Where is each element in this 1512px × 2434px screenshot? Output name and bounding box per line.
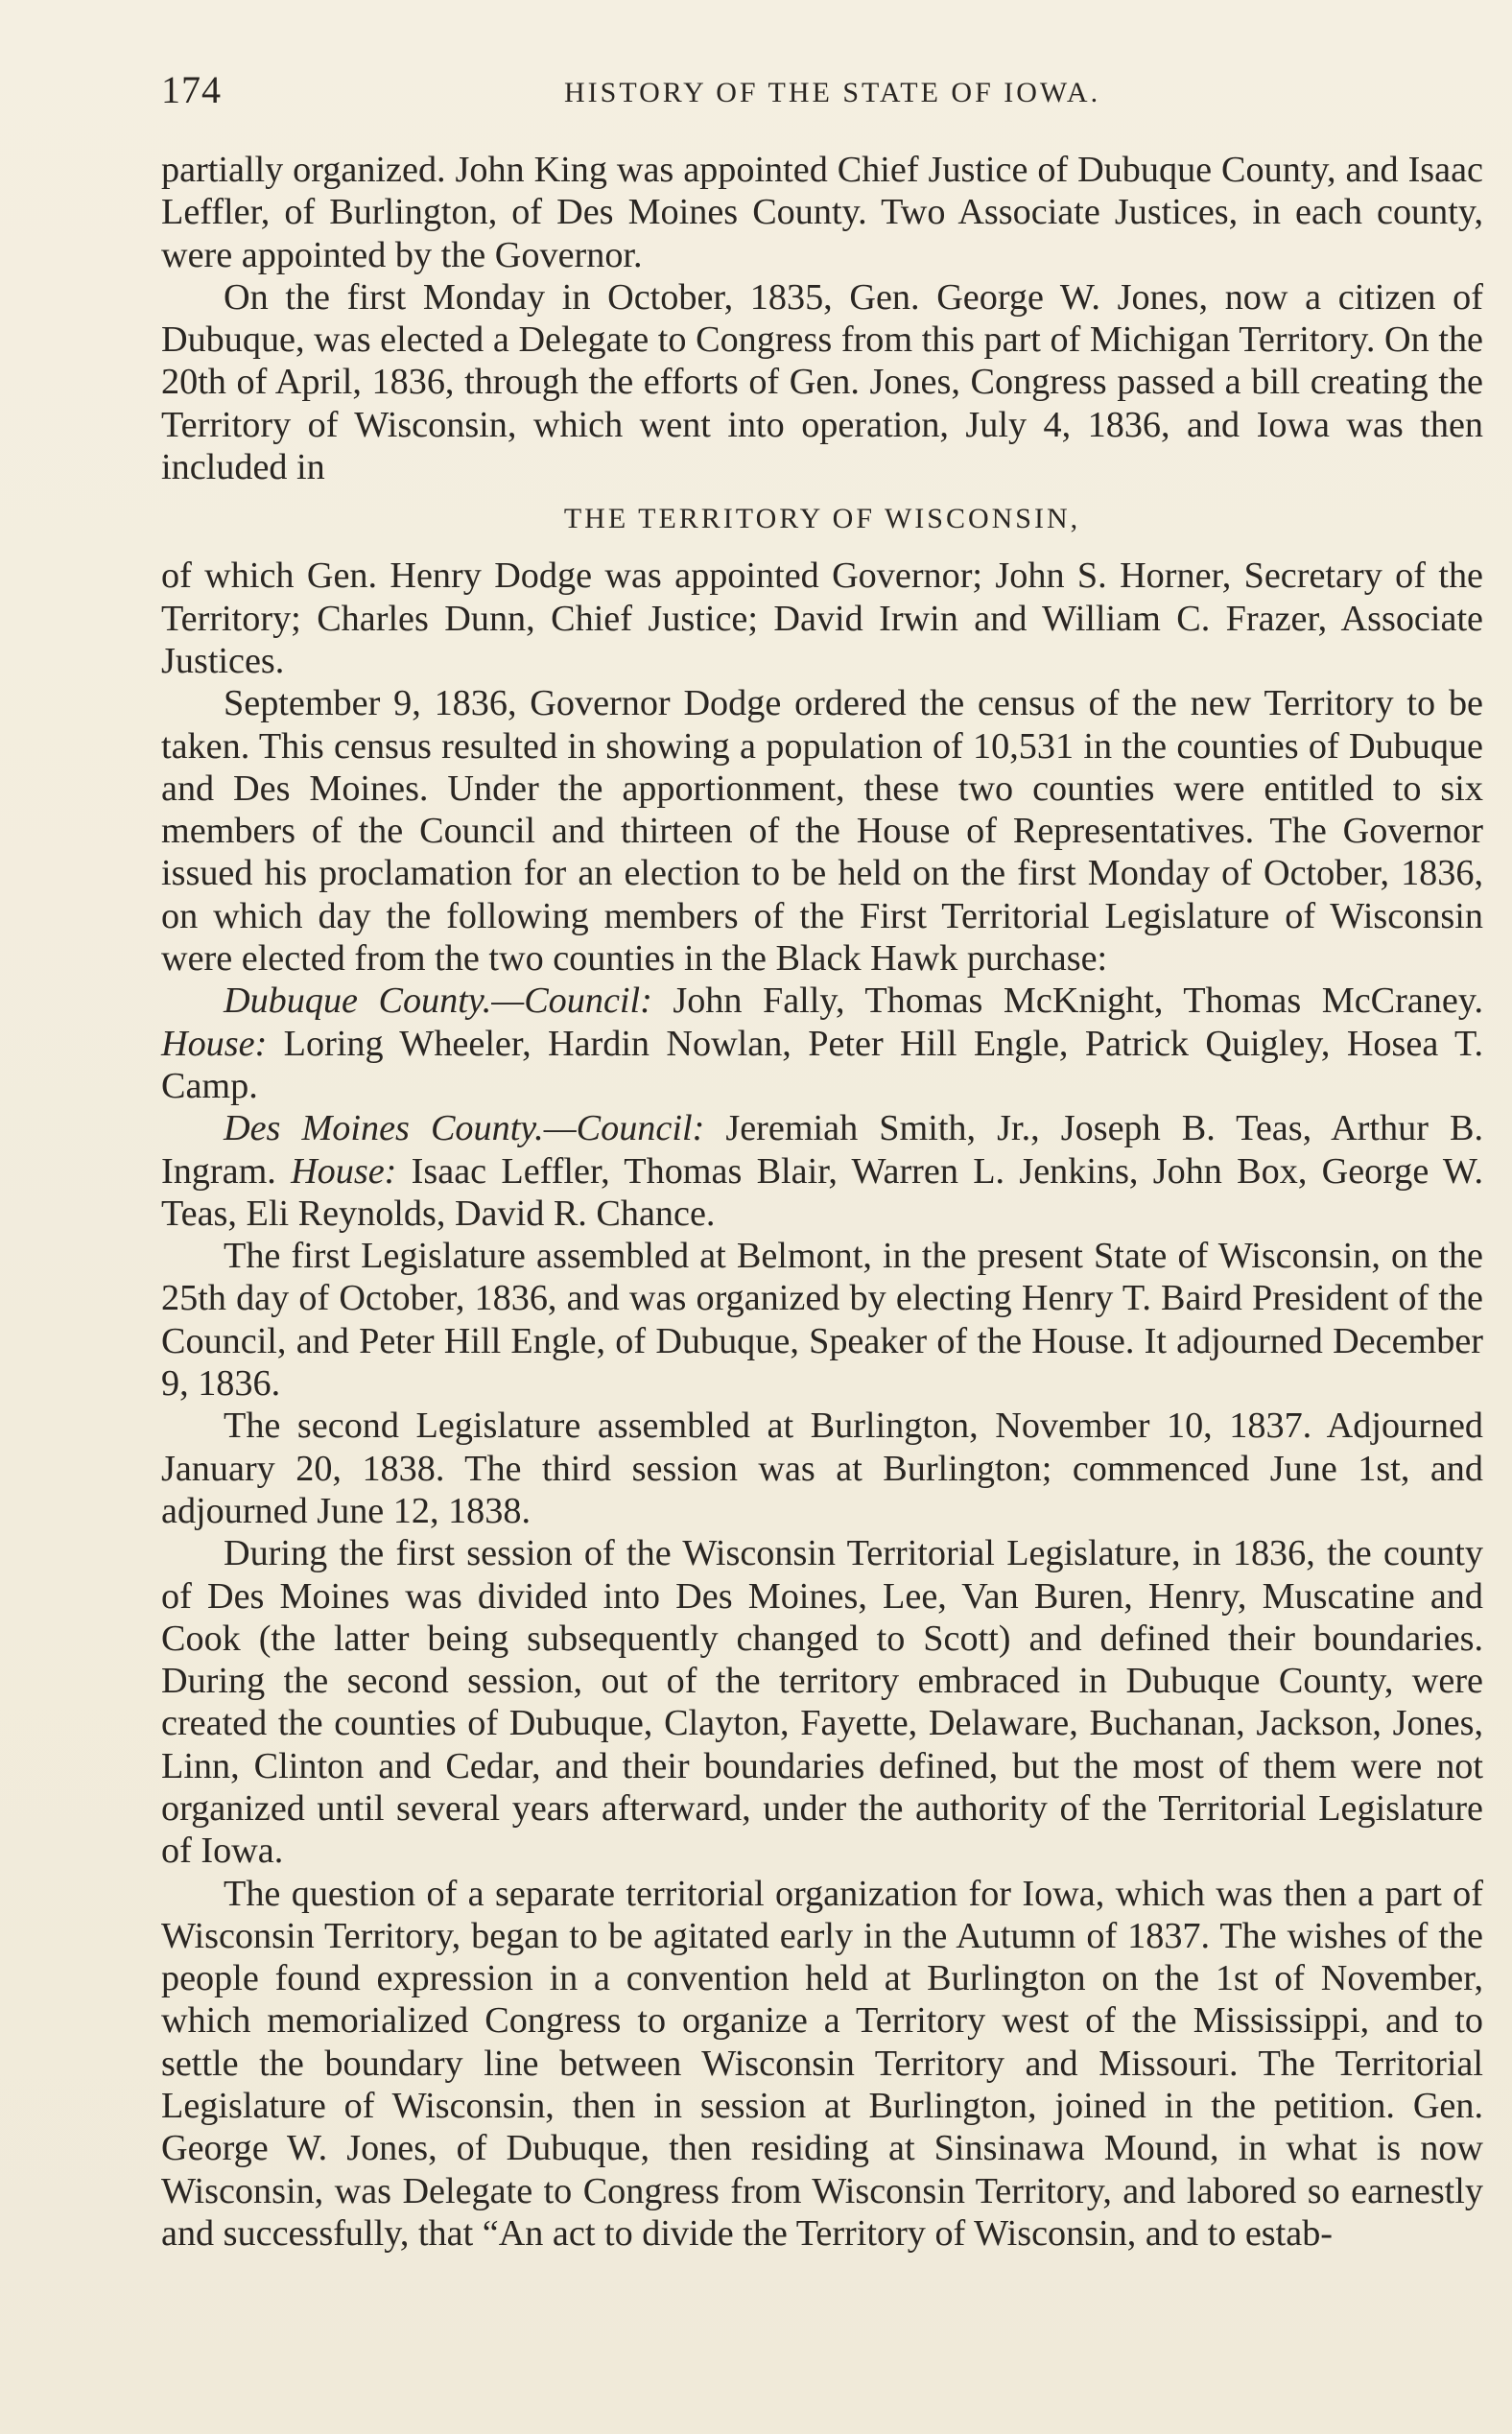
house-members: Isaac Leffler, Thomas Blair, Warren L. Jenkins, John Box, George W. Teas, Eli Reynolds, David R. Chance. [161, 1150, 1483, 1234]
council-members: Jeremiah Smith, Jr., Joseph B. Teas, Arthur B. Ingram. [161, 1108, 1483, 1192]
paragraph: of which Gen. Henry Dodge was appointed Governor; John S. Horner, Secretary of the Territory; Charles Dunn, Chief Justice; David Irwin and William C. Frazer, Associate Justices. [161, 555, 1483, 681]
page-header [161, 67, 1485, 125]
paragraph [161, 980, 1483, 1107]
paragraph: The question of a separate territorial organization for Iowa, which was then a part of Wisconsin Territory, began to be agitated early in the Autumn of 1837. The wishes of the people found expression in a convention held at Burlington on the 1st of November, which memorialized Congress to organize a Territory west of the Mississippi, and to settle the boundary line between Wisconsin Territory and Missouri. The Territorial Legislature of Wisconsin, then in session at Burlington, joined in the petition. Gen. George W. Jones, of Dubuque, then residing at Sinsinawa Mound, in what is now Wisconsin, was Delegate to Congress from Wisconsin Territory, and labored so earnestly and successfully, that “An act to divide the Territory of Wisconsin, and to estab- [161, 1873, 1483, 2254]
county-label: Dubuque County.—Council: [224, 981, 652, 1022]
page-number: 174 [161, 68, 222, 111]
paragraph [161, 1107, 1483, 1235]
house-label: House: [291, 1150, 397, 1192]
running-head: HISTORY OF THE STATE OF IOWA. [564, 77, 1101, 108]
council-members: John Fally, Thomas McKnight, Thomas McCraney. [651, 981, 1483, 1022]
paragraph: On the first Monday in October, 1835, Gen. George W. Jones, now a citizen of Dubuque, was elected a Delegate to Congress from this part of Michigan Territory. On the 20th of April, 1836, through the efforts of Gen. Jones, Congress passed a bill creating the Territory of Wisconsin, which went into operation, July 4, 1836, and Iowa was then included in [161, 276, 1483, 488]
paragraph: The first Legislature assembled at Belmont, in the present State of Wisconsin, on the 25th day of October, 1836, and was organized by electing Henry T. Baird President of the Council, and Peter Hill Engle, of Dubuque, Speaker of the House. It adjourned December 9, 1836. [161, 1236, 1483, 1405]
paragraph: During the first session of the Wisconsin Territorial Legislature, in 1836, the county of Des Moines was divided into Des Moines, Lee, Van Buren, Henry, Muscatine and Cook (the latter being subsequently changed to Scott) and defined their boundaries. During the second session, out of the territory embraced in Dubuque County, were created the counties of Dubuque, Clayton, Fayette, Delaware, Buchanan, Jackson, Jones, Linn, Clinton and Cedar, and their boundaries defined, but the most of them were not organized until several years afterward, under the authority of the Territorial Legislature of Iowa. [161, 1533, 1483, 1872]
section-heading: THE TERRITORY OF WISCONSIN, [563, 503, 1081, 535]
county-label: Des Moines County.—Council: [224, 1108, 705, 1149]
paragraph: partially organized. John King was appointed Chief Justice of Dubuque County, and Isaac Leffler, of Burlington, of Des Moines County. Two Associate Justices, in each county, were appointed by the Governor. [161, 150, 1483, 275]
house-members: Loring Wheeler, Hardin Nowlan, Peter Hill Engle, Patrick Quigley, Hosea T. Camp. [161, 1023, 1483, 1106]
body-text [161, 149, 1483, 2255]
house-label: House: [161, 1023, 268, 1064]
paragraph: The second Legislature assembled at Burlington, November 10, 1837. Adjourned January 20, 1838. The third session was at Burlington; commenced June 1st, and adjourned June 12, 1838. [161, 1406, 1483, 1531]
paragraph: September 9, 1836, Governor Dodge ordered the census of the new Territory to be taken. This census resulted in showing a population of 10,531 in the counties of Dubuque and Des Moines. Under the apportionment, these two counties were entitled to six members of the Council and thirteen of the House of Representatives. The Governor issued his proclamation for an election to be held on the first Monday of October, 1836, on which day the following members of the First Territorial Legislature of Wisconsin were elected from the two counties in the Black Hawk purchase: [161, 683, 1483, 980]
